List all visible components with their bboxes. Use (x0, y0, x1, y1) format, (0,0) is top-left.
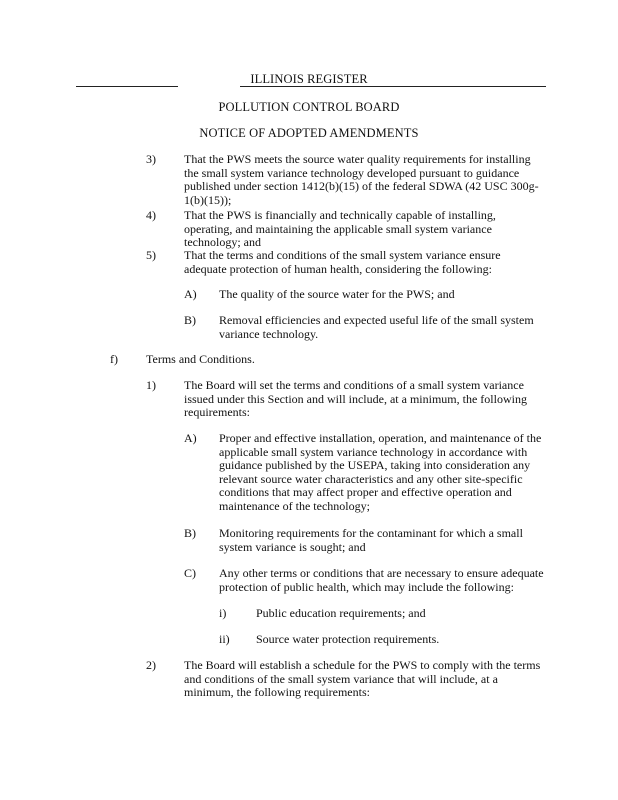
item-marker: A) (184, 431, 197, 445)
item-marker: ii) (219, 632, 230, 646)
notice-title: NOTICE OF ADOPTED AMENDMENTS (199, 126, 419, 140)
item-marker: B) (184, 526, 196, 540)
item-marker: A) (184, 287, 197, 301)
item-marker: 2) (146, 658, 156, 672)
item-text: That the terms and conditions of the small system variance ensure adequate protection of human health, considering the following: (184, 248, 501, 276)
item-marker: 1) (146, 378, 156, 392)
item-text: The Board will establish a schedule for the PWS to comply with the terms and conditions of the small system variance that will include, at a minimum, the following requirements: (184, 658, 541, 700)
register-title: ILLINOIS REGISTER (250, 72, 368, 86)
item-marker: 3) (146, 152, 156, 166)
item-text: That the PWS is financially and technically capable of installing, operating, and maintaining the applicable small system variance technology; and (184, 208, 496, 250)
item-text: Terms and Conditions. (146, 352, 255, 366)
item-text: Removal efficiencies and expected useful life of the small system variance technology. (219, 313, 534, 341)
item-text: That the PWS meets the source water quality requirements for installing the small system variance technology developed pursuant to guidance published under section 1412(b)(15) of the federal SDWA (42 USC 300g-1(b)(15)); (184, 152, 539, 207)
item-text: Any other terms or conditions that are necessary to ensure adequate protection of public health, which may include the following: (219, 566, 544, 594)
item-text: The Board will set the terms and conditions of a small system variance issued under this Section and will include, at a minimum, the following requirements: (184, 378, 527, 420)
item-marker: B) (184, 313, 196, 327)
item-text: Source water protection requirements. (256, 632, 440, 646)
item-marker: 5) (146, 248, 156, 262)
board-title: POLLUTION CONTROL BOARD (218, 100, 400, 114)
item-marker: f) (110, 352, 118, 366)
item-marker: i) (219, 606, 227, 620)
item-marker: C) (184, 566, 196, 580)
item-text: Proper and effective installation, operation, and maintenance of the applicable small system variance technology in accordance with guidance published by the USEPA, taking into consideration any relevant source water characteristics and any other site-specific conditions that may affect proper and effective operation and maintenance of the technology; (219, 431, 542, 513)
item-marker: 4) (146, 208, 156, 222)
item-text: The quality of the source water for the PWS; and (219, 287, 455, 301)
item-text: Public education requirements; and (256, 606, 426, 620)
item-text: Monitoring requirements for the contaminant for which a small system variance is sought; and (219, 526, 523, 554)
